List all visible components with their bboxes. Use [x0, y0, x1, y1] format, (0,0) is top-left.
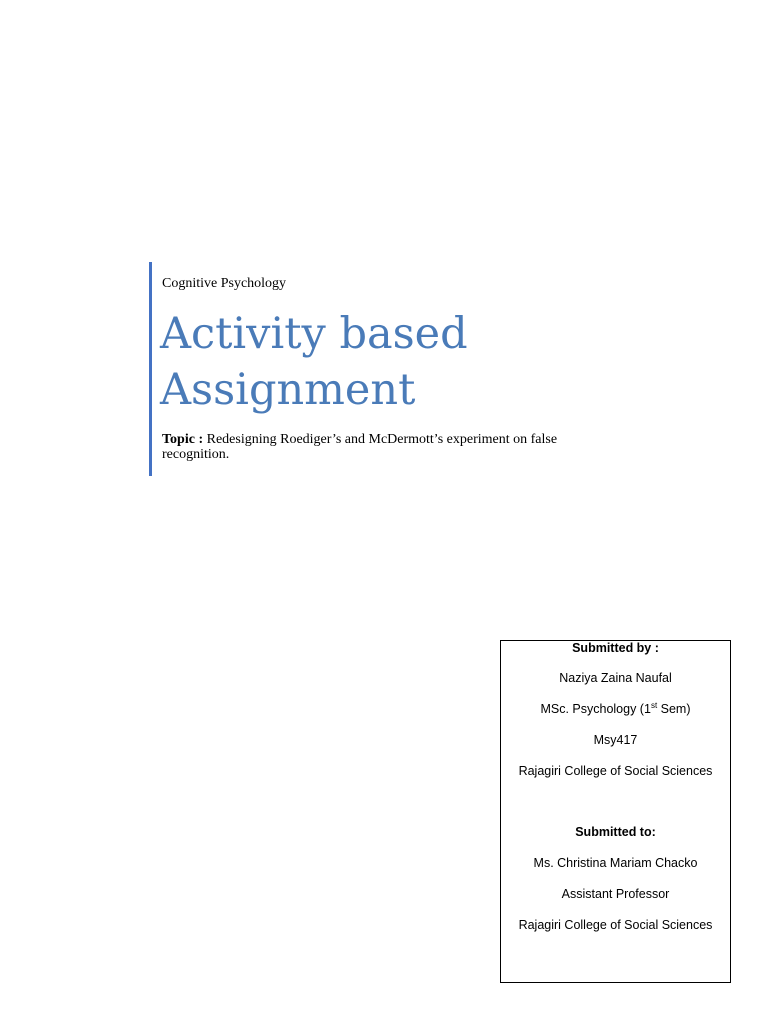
- submitted-to-label: Submitted to:: [575, 825, 656, 839]
- teacher-designation: Assistant Professor: [561, 887, 670, 901]
- topic-body: Redesigning Roediger’s and McDermott’s experiment on false recognition.: [162, 432, 558, 462]
- student-college: Rajagiri College of Social Sciences: [518, 764, 713, 778]
- teacher-name: Ms. Christina Mariam Chacko: [533, 856, 698, 870]
- title-line-1: Activity based: [160, 309, 468, 359]
- student-name: Naziya Zaina Naufal: [559, 671, 672, 685]
- document-title: [160, 306, 468, 418]
- submitted-by-label: Submitted by :: [572, 641, 659, 655]
- teacher-college: Rajagiri College of Social Sciences: [518, 918, 713, 932]
- topic-text: [162, 432, 602, 462]
- course-superscript: st: [650, 701, 658, 710]
- subject-label: Cognitive Psychology: [162, 276, 287, 291]
- submission-box: [500, 640, 731, 983]
- title-line-2: Assignment: [160, 365, 416, 415]
- roll-number: Msy417: [593, 733, 638, 747]
- course-prefix: MSc. Psychology (1: [540, 702, 651, 716]
- topic-prefix: Topic :: [162, 432, 207, 447]
- course-suffix: Sem): [657, 702, 691, 716]
- course-info: [501, 702, 730, 716]
- cover-title-block: [149, 262, 622, 476]
